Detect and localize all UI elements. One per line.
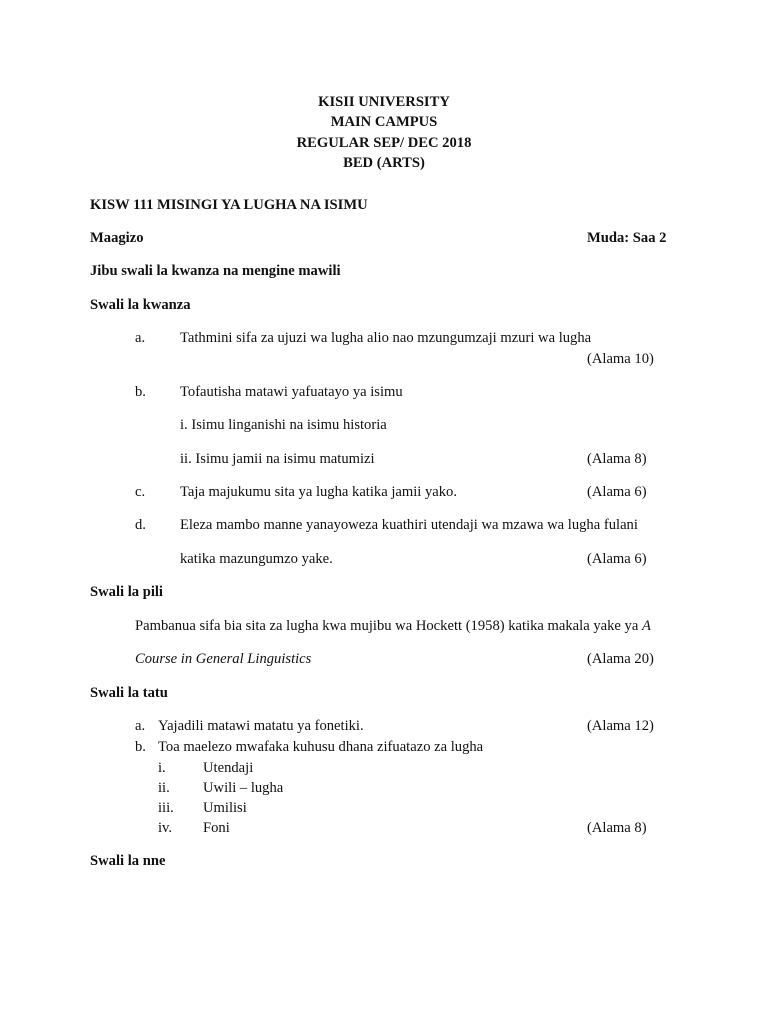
q1-a-text: Tathmini sifa za ujuzi wa lugha alio nao mzungumzaji mzuri wa lugha bbox=[180, 330, 592, 346]
university-name: KISII UNIVERSITY bbox=[318, 94, 450, 110]
q2-marks: (Alama 20) bbox=[587, 651, 654, 667]
q1-b-text: Tofautisha matawi yafuatayo ya isimu bbox=[180, 384, 403, 400]
q3-b-label: b. bbox=[135, 739, 146, 755]
instruction-text: Jibu swali la kwanza na mengine mawili bbox=[90, 263, 341, 279]
q1-b-label: b. bbox=[135, 384, 146, 400]
q3-b-marks: (Alama 8) bbox=[587, 820, 647, 836]
q3-b-item-num: iii. bbox=[158, 800, 174, 816]
q3-title: Swali la tatu bbox=[90, 685, 168, 701]
q1-c-label: c. bbox=[135, 484, 146, 500]
q2-text1-italic: A bbox=[641, 618, 651, 634]
q3-b-item-text: Foni bbox=[203, 820, 230, 836]
q4-title: Swali la nne bbox=[90, 853, 166, 869]
q3-b-item-num: iv. bbox=[158, 820, 173, 836]
q3-b-item-num: i. bbox=[158, 760, 166, 776]
duration: Muda: Saa 2 bbox=[587, 230, 667, 246]
q1-b-i: i. Isimu linganishi na isimu historia bbox=[180, 417, 387, 433]
q1-c-marks: (Alama 6) bbox=[587, 484, 647, 500]
q1-d-text1: Eleza mambo manne yanayoweza kuathiri utendaji wa mzawa wa lugha fulani bbox=[180, 517, 638, 533]
q1-title: Swali la kwanza bbox=[90, 297, 191, 313]
course-title: KISW 111 MISINGI YA LUGHA NA ISIMU bbox=[90, 197, 368, 213]
q3-b-text: Toa maelezo mwafaka kuhusu dhana zifuatazo za lugha bbox=[158, 739, 484, 755]
q3-b-item-text: Umilisi bbox=[203, 800, 247, 816]
q2-text1: Pambanua sifa bia sita za lugha kwa mujibu wa Hockett (1958) katika makala yake ya bbox=[135, 618, 639, 634]
q2-title: Swali la pili bbox=[90, 584, 163, 600]
program-name: BED (ARTS) bbox=[343, 155, 425, 171]
instructions-label: Maagizo bbox=[90, 230, 144, 246]
q1-a-marks: (Alama 10) bbox=[587, 351, 654, 367]
exam-session: REGULAR SEP/ DEC 2018 bbox=[296, 135, 472, 151]
q3-a-marks: (Alama 12) bbox=[587, 718, 654, 734]
q2-text-line1 bbox=[135, 617, 651, 635]
q1-d-label: d. bbox=[135, 517, 146, 533]
q3-a-text: Yajadili matawi matatu ya fonetiki. bbox=[158, 718, 364, 734]
q3-a-label: a. bbox=[135, 718, 146, 734]
q1-c-text: Taja majukumu sita ya lugha katika jamii yako. bbox=[180, 484, 457, 500]
q3-b-item-text: Utendaji bbox=[203, 760, 254, 776]
q1-d-marks: (Alama 6) bbox=[587, 551, 647, 567]
campus-name: MAIN CAMPUS bbox=[330, 114, 438, 130]
q2-text2-italic: Course in General Linguistics bbox=[135, 651, 312, 667]
q3-b-item-text: Uwili – lugha bbox=[203, 780, 284, 796]
q1-b-marks: (Alama 8) bbox=[587, 451, 647, 467]
q1-a-label: a. bbox=[135, 330, 146, 346]
q1-b-ii: ii. Isimu jamii na isimu matumizi bbox=[180, 451, 375, 467]
q3-b-item-num: ii. bbox=[158, 780, 170, 796]
q1-d-text2: katika mazungumzo yake. bbox=[180, 551, 333, 567]
